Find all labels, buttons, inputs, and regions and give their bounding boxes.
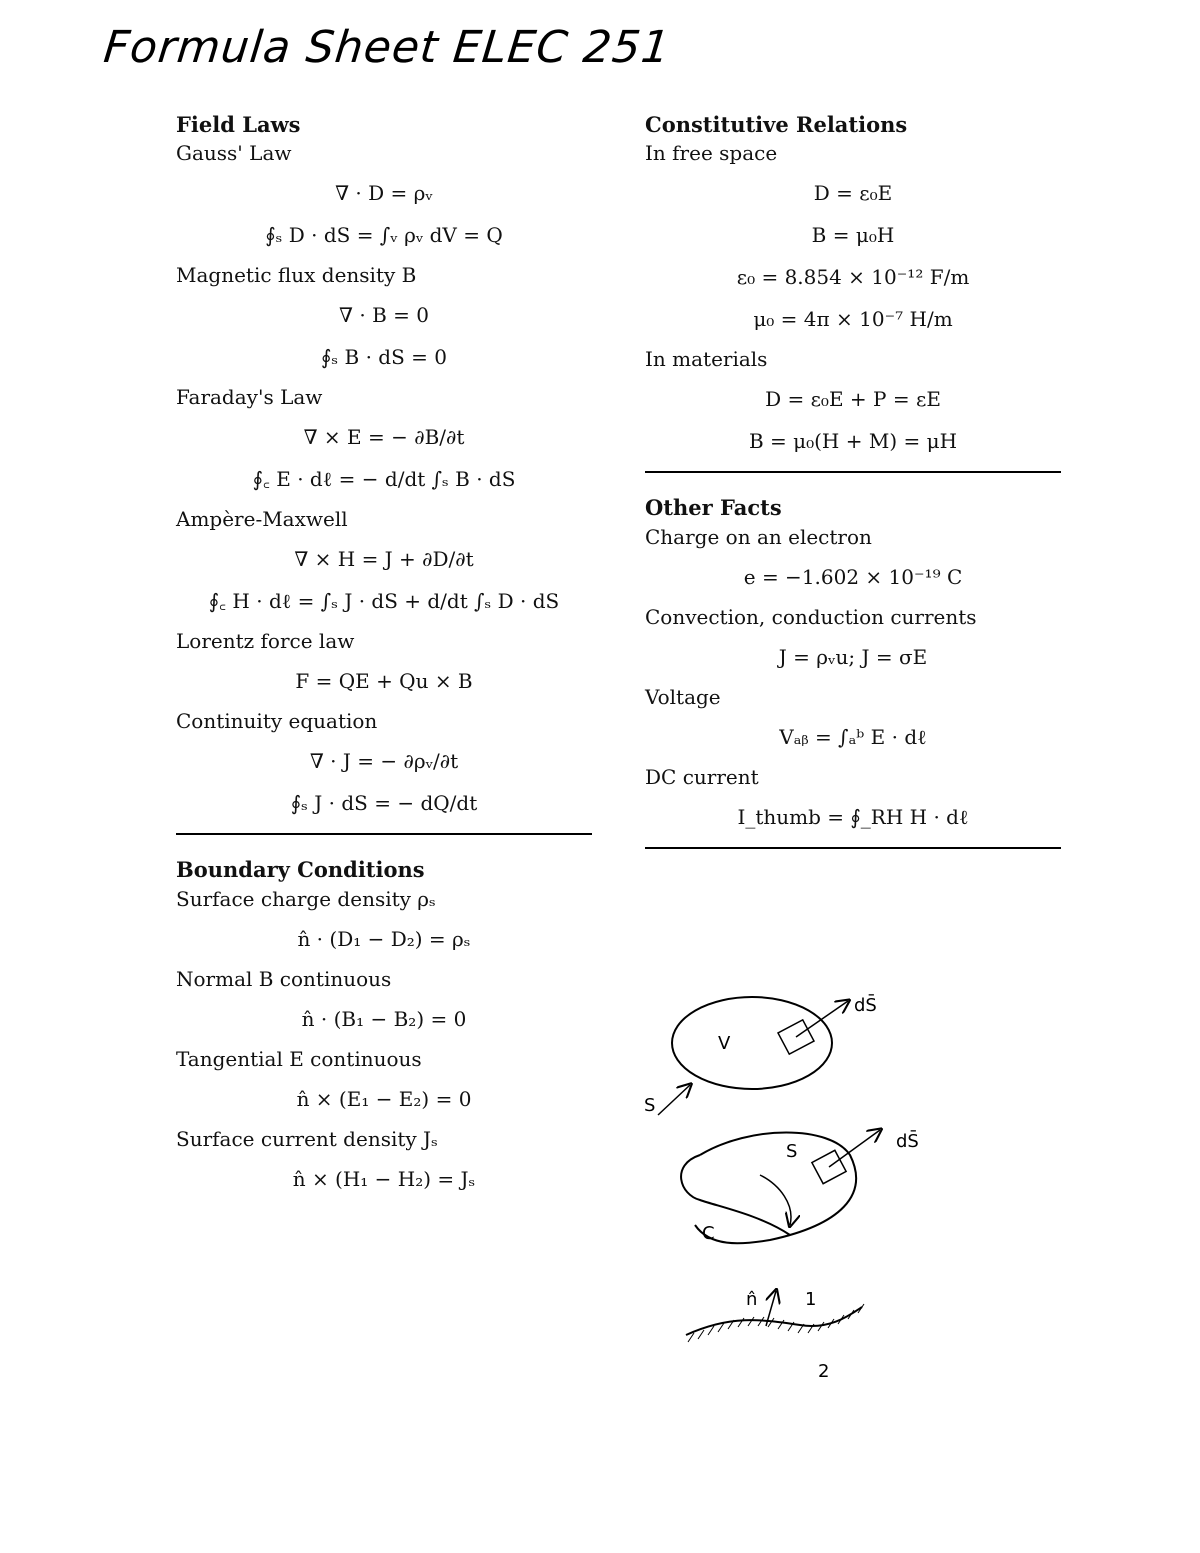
surface-current-eq: n̂ × (H₁ − H₂) = Jₛ	[292, 1166, 476, 1191]
free-space-label: In free space	[645, 141, 778, 166]
divider	[176, 833, 592, 835]
divider	[645, 471, 1061, 473]
continuity-label: Continuity equation	[176, 709, 378, 734]
normal-b-eq: n̂ · (B₁ − B₂) = 0	[301, 1006, 467, 1031]
materials-label: In materials	[645, 347, 768, 372]
surface-current-label: Surface current density Jₛ	[176, 1126, 438, 1151]
open-surface-diagram	[681, 1130, 919, 1244]
region-1-label: 1	[805, 1289, 817, 1310]
normal-b-label: Normal B continuous	[176, 966, 392, 991]
electron-eq: e = −1.602 × 10⁻¹⁹ C	[743, 564, 963, 589]
field-diagrams	[640, 985, 940, 1395]
constitutive-heading: Constitutive Relations	[645, 112, 908, 137]
gauss-differential-eq: ∇ · D = ρᵥ	[335, 181, 433, 206]
page-title: Formula Sheet ELEC 251	[101, 22, 673, 73]
materials-b-eq: B = μ₀(H + M) = μH	[748, 429, 958, 454]
surface-label-1: S	[644, 1095, 656, 1116]
ampere-label: Ampère-Maxwell	[176, 507, 348, 532]
mu0-eq: μ₀ = 4π × 10⁻⁷ H/m	[753, 307, 953, 332]
currents-eq: J = ρᵥu; J = σE	[778, 644, 928, 669]
lorentz-label: Lorentz force law	[176, 629, 355, 654]
voltage-label: Voltage	[645, 684, 721, 709]
other-facts-heading: Other Facts	[645, 495, 782, 521]
tangential-e-eq: n̂ × (E₁ − E₂) = 0	[296, 1086, 472, 1111]
field-laws-heading: Field Laws	[176, 112, 301, 137]
electron-label: Charge on an electron	[645, 524, 872, 549]
volume-diagram	[644, 994, 877, 1116]
normal-vector-label: n̂	[746, 1289, 758, 1310]
lorentz-eq: F = QE + Qu × B	[295, 669, 473, 694]
dc-current-eq: I_thumb = ∮_RH H · dℓ	[737, 804, 969, 829]
faraday-integral-eq: ∮꜀ E · dℓ = − d/dt ∫ₛ B · dS	[252, 467, 516, 492]
boundary-heading: Boundary Conditions	[176, 857, 425, 883]
epsilon0-eq: ε₀ = 8.854 × 10⁻¹² F/m	[736, 265, 970, 290]
region-2-label: 2	[818, 1361, 830, 1382]
free-space-b-eq: B = μ₀H	[811, 223, 895, 248]
volume-label: V	[718, 1033, 731, 1054]
surface-charge-label: Surface charge density ρₛ	[176, 886, 436, 911]
faraday-label: Faraday's Law	[176, 385, 323, 410]
mag-flux-integral-eq: ∮ₛ B · dS = 0	[321, 345, 447, 370]
contour-label: C	[702, 1223, 715, 1244]
mag-flux-label: Magnetic flux density B	[176, 263, 417, 288]
free-space-d-eq: D = ε₀E	[813, 181, 893, 206]
gauss-label: Gauss' Law	[176, 141, 292, 166]
surface-charge-eq: n̂ · (D₁ − D₂) = ρₛ	[297, 926, 471, 951]
gauss-integral-eq: ∮ₛ D · dS = ∫ᵥ ρᵥ dV = Q	[265, 223, 503, 248]
mag-flux-differential-eq: ∇ · B = 0	[339, 303, 429, 328]
voltage-eq: Vₐᵦ = ∫ₐᵇ E · dℓ	[779, 724, 927, 749]
surface-label-2: S	[786, 1141, 798, 1162]
boundary-diagram	[686, 1289, 864, 1382]
dc-current-label: DC current	[645, 764, 759, 789]
right-column	[645, 110, 1061, 869]
faraday-differential-eq: ∇ × E = − ∂B/∂t	[303, 425, 465, 450]
continuity-integral-eq: ∮ₛ J · dS = − dQ/dt	[290, 791, 478, 816]
continuity-differential-eq: ∇ · J = − ∂ρᵥ/∂t	[309, 749, 459, 774]
ds-label-1: dS̄	[854, 995, 877, 1016]
ds-label-2: dS̄	[896, 1131, 919, 1152]
ampere-differential-eq: ∇ × H = J + ∂D/∂t	[294, 547, 474, 572]
tangential-e-label: Tangential E continuous	[176, 1046, 422, 1071]
divider	[645, 847, 1061, 849]
currents-label: Convection, conduction currents	[645, 604, 977, 629]
left-column	[176, 110, 592, 1205]
materials-d-eq: D = ε₀E + P = εE	[765, 387, 941, 412]
ampere-integral-eq: ∮꜀ H · dℓ = ∫ₛ J · dS + d/dt ∫ₛ D · dS	[208, 589, 560, 614]
